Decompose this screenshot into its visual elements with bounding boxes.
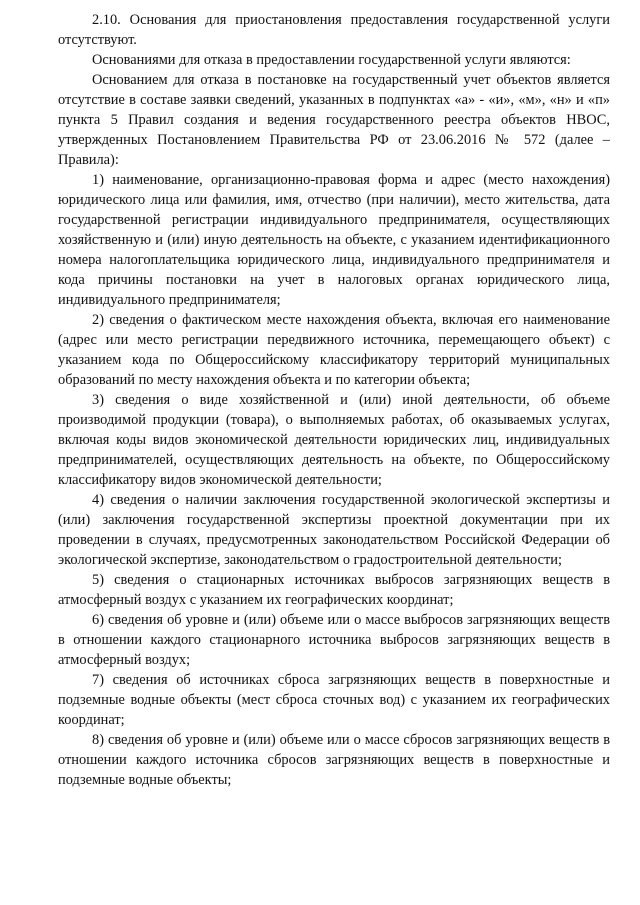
list-item-1: 1) наименование, организационно-правовая форма и адрес (место нахождения) юридического лица или фамилия, имя, отчество (при наличии), место жительства, дата государственной регистрации индивидуального предпринимателя, осуществляющих хозяйственную и (или) иную деятельность на объекте, с указанием идентификационного номера налогоплательщика юридического лица, индивидуального предпринимателя и кода причины постановки на учет в налоговых органах юридического лица, индивидуального предпринимателя; xyxy=(58,172,610,308)
list-item-5: 5) сведения о стационарных источниках выбросов загрязняющих веществ в атмосферный воздух с указанием их географических координат; xyxy=(58,572,610,608)
list-item-8: 8) сведения об уровне и (или) объеме или о массе сбросов загрязняющих веществ в отношении каждого источника сбросов загрязняющих веществ в поверхностные и подземные водные объекты; xyxy=(58,732,610,788)
list-item-3: 3) сведения о виде хозяйственной и (или) иной деятельности, об объеме производимой продукции (товара), о выполняемых работах, об оказываемых услугах, включая коды видов экономической деятельности юридических лиц, индивидуальных предпринимателей, осуществляющих деятельность на объекте, по Общероссийскому классификатору видов экономической деятельности; xyxy=(58,392,610,488)
document-body xyxy=(58,10,610,790)
list-item-4: 4) сведения о наличии заключения государственной экологической экспертизы и (или) заключения государственной экспертизы проектной документации при их проведении в случаях, предусмотренных законодательством Российской Федерации об экологической экспертизе, законодательством о градостроительной деятельности; xyxy=(58,492,610,568)
paragraph-suspension-grounds: 2.10. Основания для приостановления предоставления государственной услуги отсутствуют. xyxy=(58,12,610,48)
paragraph-refusal-grounds-intro: Основаниями для отказа в предоставлении государственной услуги являются: xyxy=(92,52,571,68)
paragraph-refusal-registration: Основанием для отказа в постановке на государственный учет объектов является отсутствие в составе заявки сведений, указанных в подпунктах «а» - «и», «м», «н» и «п» пункта 5 Правил создания и ведения государственного реестра объектов НВОС, утвержденных Постановлением Правительства РФ от 23.06.2016 № 572 (далее – Правила): xyxy=(58,72,610,168)
list-item-6: 6) сведения об уровне и (или) объеме или о массе выбросов загрязняющих веществ в отношении каждого стационарного источника выбросов загрязняющих веществ в атмосферный воздух; xyxy=(58,612,610,668)
list-item-7: 7) сведения об источниках сброса загрязняющих веществ в поверхностные и подземные водные объекты (мест сброса сточных вод) с указанием их географических координат; xyxy=(58,672,610,728)
list-item-2: 2) сведения о фактическом месте нахождения объекта, включая его наименование (адрес или место регистрации передвижного источника, перемещающего объект) с указанием кода по Общероссийскому классификатору территорий муниципальных образований по месту нахождения объекта и по категории объекта; xyxy=(58,312,610,388)
